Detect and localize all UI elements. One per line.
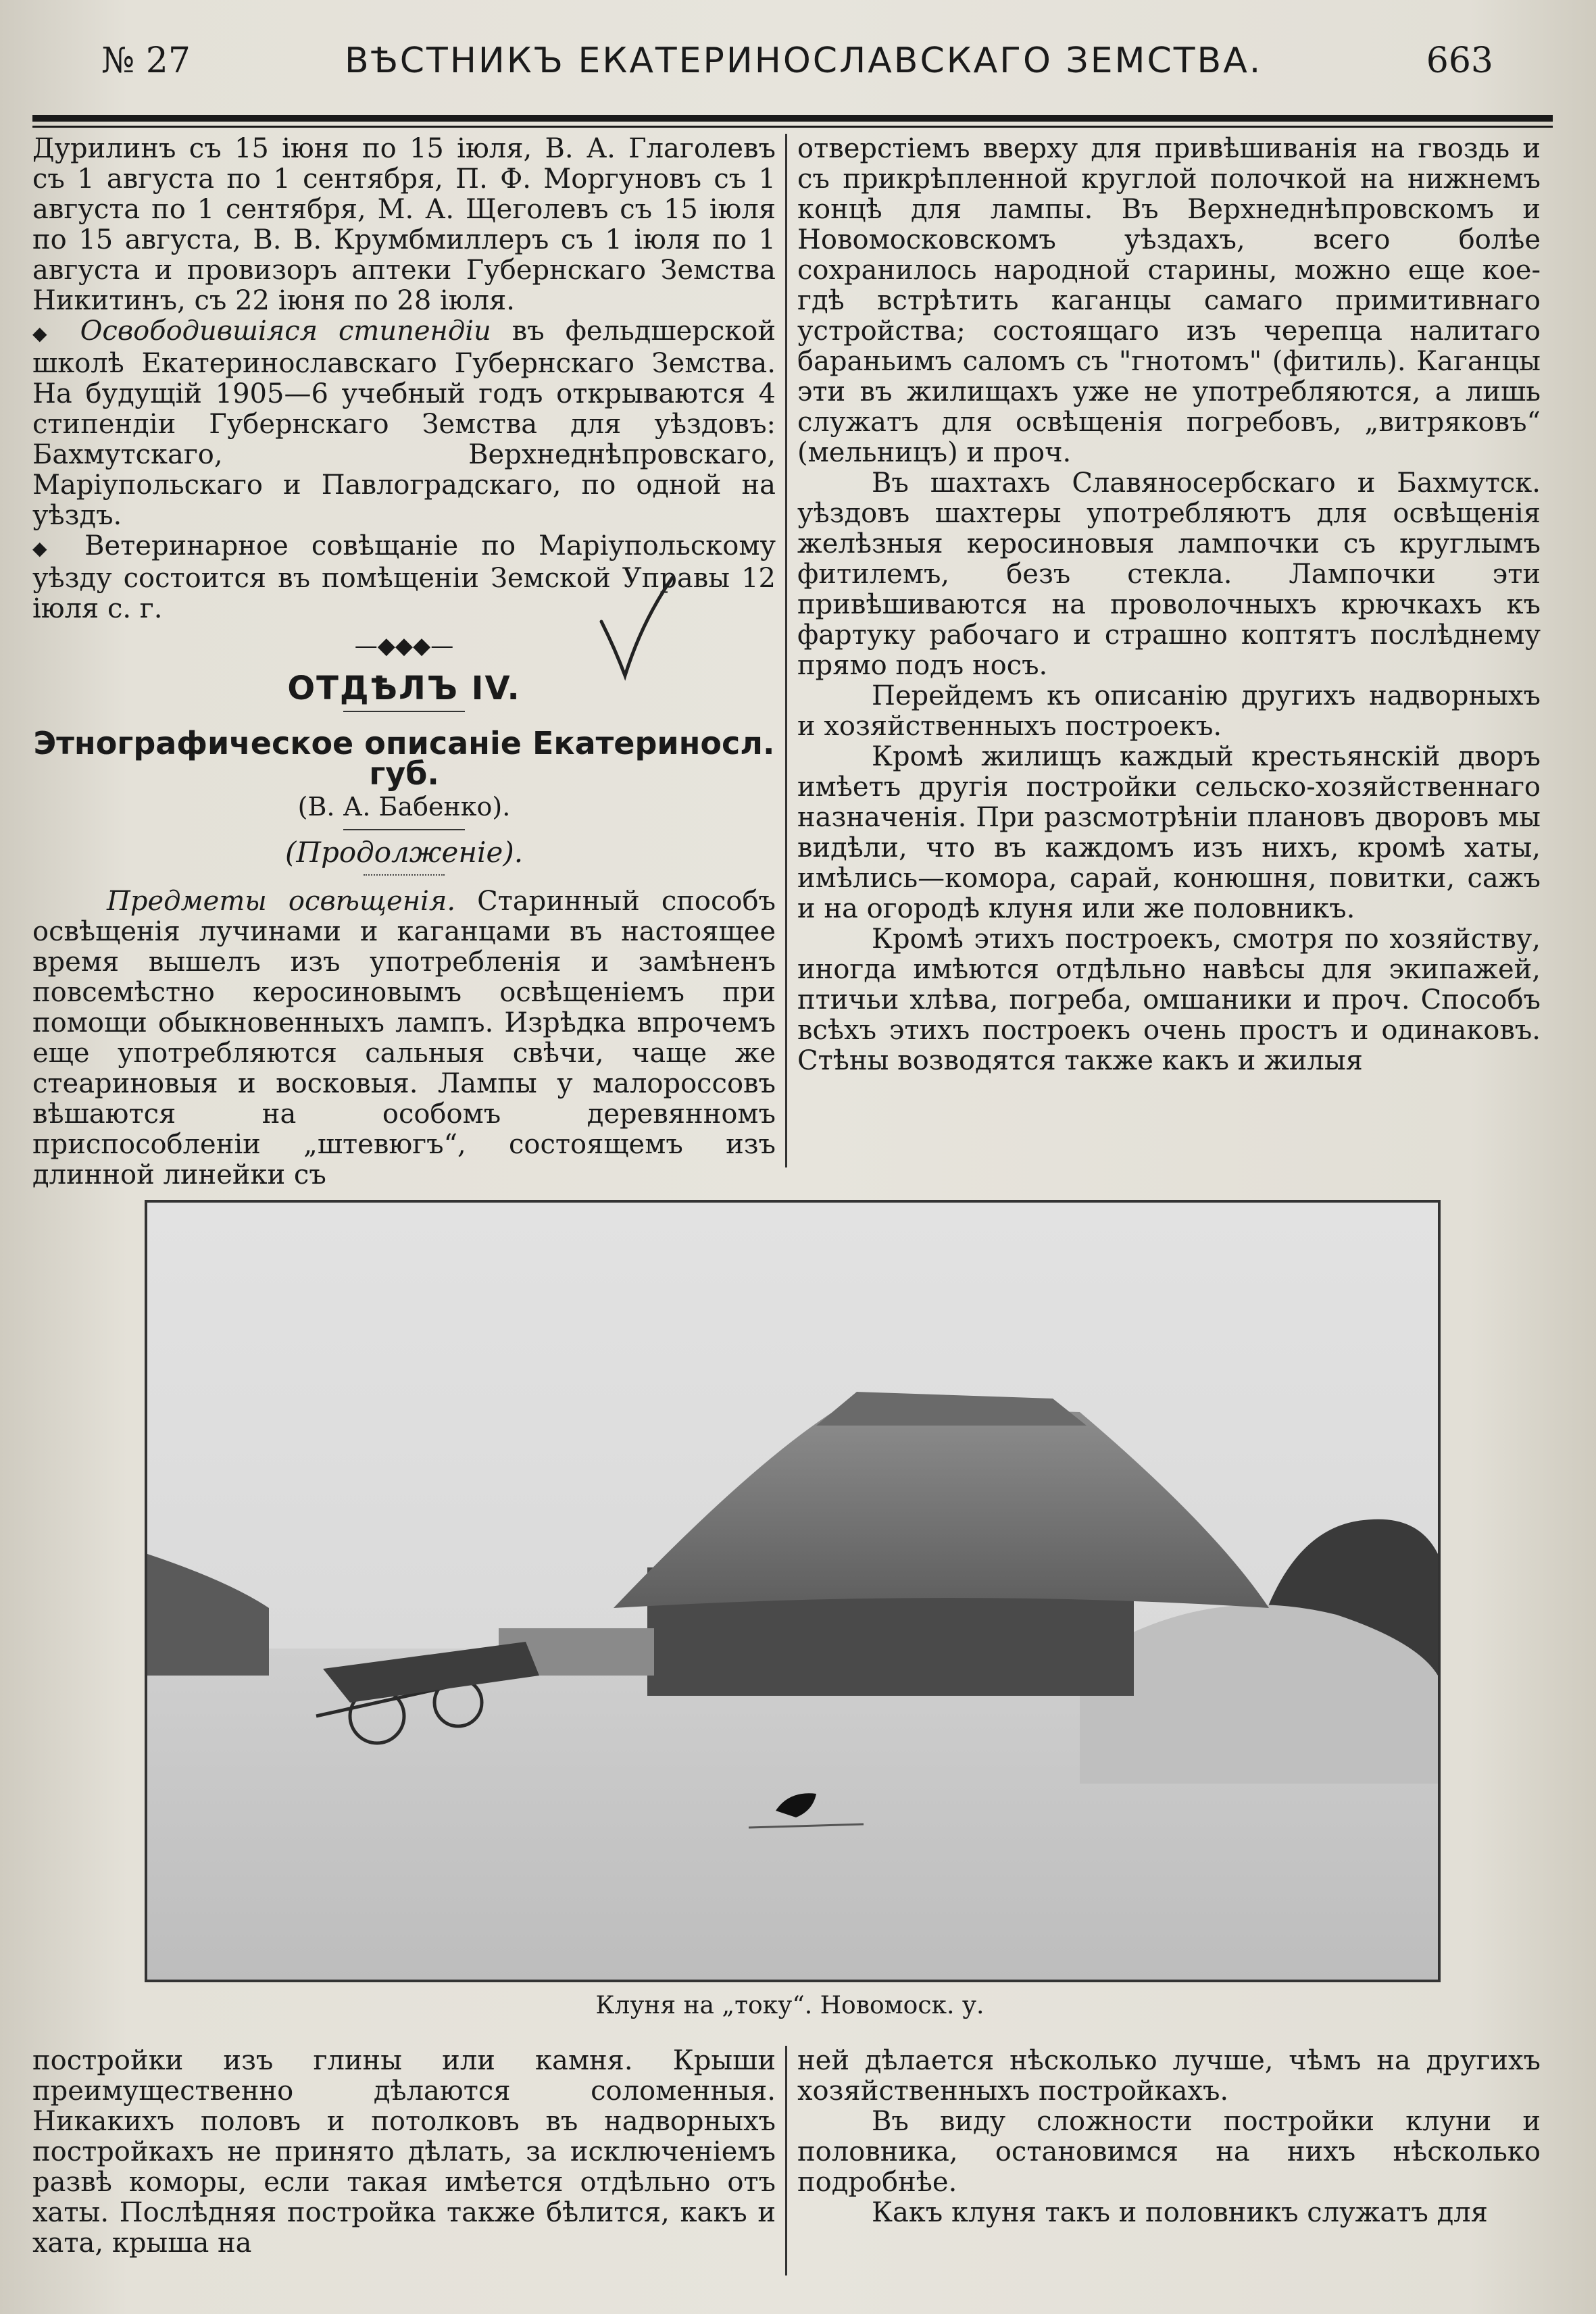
bottom-right-paragraph-3: Какъ клуня такъ и половникъ служатъ для bbox=[872, 2197, 1488, 2228]
bottom-right-paragraph-1: ней дѣлается нѣсколько лучше, чѣмъ на другихъ хозяйственныхъ постройкахъ. bbox=[797, 2045, 1541, 2107]
right-column bbox=[797, 134, 1541, 1076]
header-rule-thin bbox=[32, 126, 1553, 128]
right-paragraph-4: Кромѣ жилищъ каждый крестьянскій дворъ имѣетъ другія постройки сельско-хозяйственнаго назначенія. При разсмотрѣніи плановъ дворовъ мы видѣли, что въ каждомъ изъ нихъ, кромѣ хаты, имѣлись—комора, сарай, конюшня, повитки, сажъ и на огородѣ клуня или же половникъ. bbox=[797, 741, 1541, 924]
photo-illustration bbox=[147, 1203, 1438, 1980]
section-ornament: —◆◆◆— bbox=[354, 632, 454, 659]
section-rule bbox=[343, 711, 465, 712]
journal-title: ВѢСТНИКЪ ЕКАТЕРИНОСЛАВСКАГО ЗЕМСТВА. bbox=[345, 41, 1263, 81]
stipend-text: въ фельдшерской школѣ Екатеринославскаго Губернскаго Земства. На будущій 1905—6 учебный годъ открываются 4 стипендіи Губернскаго Земства для уѣздовъ: Бахмутскаго, Верхнеднѣпровскаго, Маріупольскаго и Павлоградскаго, по одной на уѣздъ. bbox=[32, 316, 776, 531]
bottom-right-column bbox=[797, 2046, 1541, 2228]
right-paragraph-5: Кромѣ этихъ построекъ, смотря по хозяйству, иногда имѣются отдѣльно навѣсы для экипажей, птичьи хлѣва, погреба, омшаники и проч. Способъ всѣхъ этихъ построекъ очень простъ и одинаковъ. Стѣны возводятся также какъ и жилыя bbox=[797, 924, 1541, 1076]
bottom-left-column bbox=[32, 2046, 776, 2259]
left-paragraph-1: Дурилинъ съ 15 іюня по 15 іюля, В. А. Глаголевъ съ 1 августа по 1 сентября, П. Ф. Моргуновъ съ 1 августа по 1 сентября, М. А. Щеголевъ съ 15 іюля по 15 августа, В. В. Крумбмиллеръ съ 1 іюля по 1 августа и провизоръ аптеки Губернскаго Земства Никитинъ, съ 22 іюня по 28 іюля. bbox=[32, 133, 776, 316]
bottom-right-paragraph-2: Въ виду сложности постройки клуни и половника, остановимся на нихъ нѣсколько подробнѣе. bbox=[797, 2106, 1541, 2198]
lighting-heading: Предметы освѣщенія. bbox=[107, 886, 456, 917]
right-paragraph-1: отверстіемъ вверху для привѣшиванія на гвоздь и съ прикрѣпленной круглой полочкой на нижнемъ концѣ для лампы. Въ Верхнеднѣпровскомъ и Новомосковскомъ уѣздахъ, всего болѣе сохранилось народной старины, можно еще кое-гдѣ встрѣтить каганцы самаго примитивнаго устройства; состоящаго изъ черепца налитаго бараньимъ саломъ съ "гнотомъ" (фитиль). Каганцы эти въ жилищахъ уже не употребляются, а лишь служатъ для освѣщенія погребовъ, „витряковъ“ (мельницъ) и проч. bbox=[797, 133, 1541, 468]
left-paragraph-4 bbox=[32, 886, 776, 1190]
issue-number: № 27 bbox=[101, 41, 191, 81]
left-paragraph-3: ◆ Ветеринарное совѣщаніе по Маріупольскому уѣзду состоится въ помѣщеніи Земской Управы 12 іюля с. г. bbox=[32, 530, 776, 624]
dotted-rule bbox=[364, 874, 445, 876]
right-paragraph-2: Въ шахтахъ Славяносербскаго и Бахмутск. уѣздовъ шахтеры употребляютъ для освѣщенія желѣзныя керосиновыя лампочки съ круглымъ фитилемъ, безъ стекла. Лампочки эти привѣшиваются на проволочныхъ крючкахъ къ фартуку рабочаго и страшно коптятъ послѣднему прямо подъ носъ. bbox=[797, 468, 1541, 681]
column-divider-bottom bbox=[785, 2046, 787, 2275]
page-header bbox=[101, 41, 1493, 95]
left-paragraph-2: ◆ Освободившіяся стипендіи въ фельдшерской школѣ Екатеринославскаго Губернскаго Земства. На будущій 1905—6 учебный годъ открываются 4 стипендіи Губернскаго Земства для уѣздовъ: Бахмутскаго, Верхнеднѣпровскаго, Маріупольскаго и Павлоградскаго, по одной на уѣздъ. bbox=[32, 316, 776, 531]
vet-meeting-text: Ветеринарное совѣщаніе по Маріупольскому уѣзду состоится въ помѣщеніи Земской Управы 12 іюля с. г. bbox=[32, 530, 776, 624]
stipend-heading: Освободившіяся стипендіи bbox=[80, 316, 491, 347]
right-paragraph-3: Перейдемъ къ описанію другихъ надворныхъ и хозяйственныхъ построекъ. bbox=[797, 680, 1541, 742]
continued-label: (Продолженіе). bbox=[284, 836, 524, 869]
article-title: Этнографическое описаніе Екатериносл. губ. bbox=[33, 725, 775, 792]
lighting-text: Старинный способъ освѣщенія лучинами и каганцами въ настоящее время вышелъ изъ употребленія и замѣненъ повсемѣстно керосиновымъ освѣщеніемъ при помощи обыкновенныхъ лампъ. Изрѣдка впрочемъ еще употребляются сальныя свѣчи, чаще же стеариновыя и восковыя. Лампы у малороссовъ вѣшаются на особомъ деревянномъ приспособленіи „штевюгъ“, состоящемъ изъ длинной линейки съ bbox=[32, 886, 776, 1190]
column-divider-top bbox=[785, 134, 787, 1167]
article-author: (В. А. Бабенко). bbox=[297, 792, 511, 822]
photo-caption: Клуня на „току“. Новомоск. у. bbox=[595, 1992, 984, 2019]
handwritten-checkmark bbox=[595, 574, 676, 682]
threshing-barn-photo bbox=[145, 1200, 1441, 1982]
bottom-left-paragraph: постройки изъ глины или камня. Крыши преимущественно дѣлаются соломенныя. Никакихъ половъ и потолковъ въ надворныхъ постройкахъ не принято дѣлать, за исключеніемъ развѣ коморы, если такая имѣется отдѣльно отъ хаты. Послѣдняя постройка также бѣлится, какъ и хата, крыша на bbox=[32, 2045, 776, 2259]
header-rule-thick bbox=[32, 115, 1553, 122]
author-rule bbox=[343, 829, 465, 830]
section-heading: ОТДѢЛЪ IV. bbox=[287, 670, 521, 707]
page-number: 663 bbox=[1426, 41, 1493, 81]
